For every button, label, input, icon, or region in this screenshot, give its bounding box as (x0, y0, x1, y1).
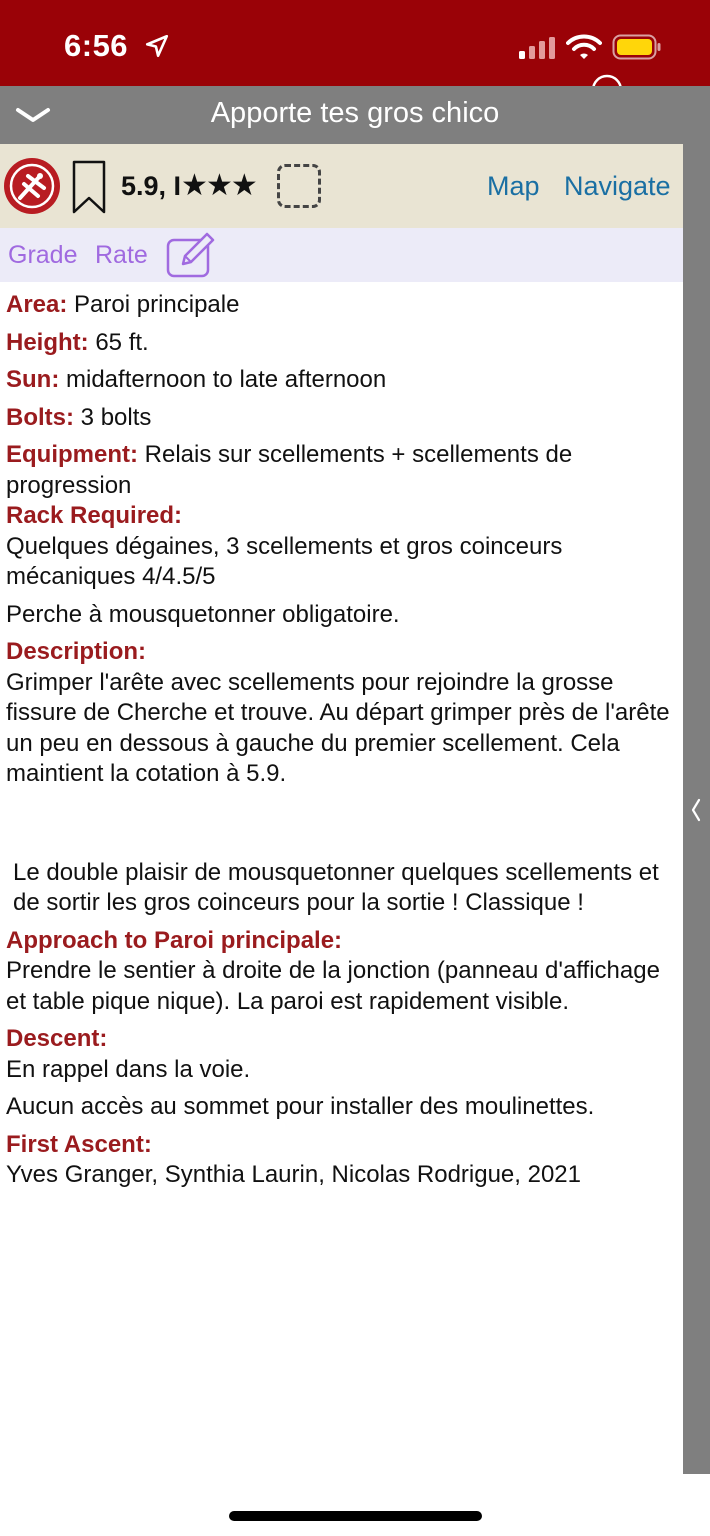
route-details (6, 290, 682, 1198)
cellular-signal-icon (519, 37, 555, 59)
rack-text: Quelques dégaines, 3 scellements et gros coinceurs mécaniques 4/4.5/5 (6, 532, 563, 590)
navigate-link[interactable]: Navigate (564, 171, 671, 201)
grade-rate-row (0, 228, 683, 282)
area-value: Paroi principale (74, 291, 240, 318)
location-arrow-icon (144, 33, 170, 59)
area-label: Area: (6, 291, 68, 318)
approach-title: Approach to Paroi principale: (6, 926, 343, 954)
bookmark-icon[interactable] (72, 160, 106, 214)
nav-bar (0, 86, 710, 144)
height-field (6, 328, 682, 359)
description-text: Grimper l'arête avec scellements pour rejoindre la grosse fissure de Cherche et trouve. Au départ grimper près de l'arête un peu en dessous à gauche du premier scellement. Cela maintient la cotation à 5.9. (6, 668, 670, 787)
area-field (6, 290, 682, 321)
height-label: Height: (6, 328, 89, 356)
edit-pencil-icon[interactable] (165, 230, 217, 280)
grade-text: 5.9, I (121, 171, 182, 201)
description-spacer (6, 797, 682, 858)
sun-value: midafternoon to late afternoon (66, 366, 387, 393)
bolts-field (6, 403, 682, 434)
map-link[interactable]: Map (487, 171, 540, 201)
first-ascent-text: Yves Granger, Synthia Laurin, Nicolas Rodrigue, 2021 (6, 1161, 582, 1188)
climbing-app-logo-icon[interactable] (4, 158, 60, 214)
sun-label: Sun: (6, 366, 60, 393)
description-title: Description: (6, 638, 147, 665)
height-value: 65 ft. (95, 328, 149, 356)
status-time: 6:56 (64, 28, 129, 63)
first-ascent-title: First Ascent: (6, 1130, 152, 1158)
sidebar-toggle-strip[interactable] (683, 144, 710, 1474)
grade-and-rating (121, 168, 256, 203)
grade-button[interactable]: Grade (8, 241, 78, 269)
bolts-label: Bolts: (6, 403, 74, 431)
rack-text-2: Perche à mousquetonner obligatoire. (6, 600, 400, 628)
route-title: Apporte tes gros chico (210, 97, 500, 129)
status-bar (0, 0, 710, 86)
approach-text: Prendre le sentier à droite de la jonction (panneau d'affichage et table pique nique). La paroi est rapidement visible. (6, 957, 660, 1015)
wifi-icon (566, 33, 602, 61)
battery-icon (612, 34, 662, 60)
bolts-value: 3 bolts (80, 403, 152, 431)
tick-checkbox[interactable] (277, 164, 321, 208)
descent-text: En rappel dans la voie. (6, 1055, 251, 1083)
rack-title: Rack Required: (6, 502, 183, 529)
description-text-2: Le double plaisir de mousquetonner quelques scellements et de sortir les gros coinceurs pour la sortie ! Classique ! (13, 858, 659, 916)
sun-field (6, 365, 682, 396)
equipment-field (6, 440, 682, 501)
star-rating: ★★★ (181, 169, 256, 202)
descent-text-2: Aucun accès au sommet pour installer des moulinettes. (6, 1093, 595, 1120)
route-header (0, 144, 683, 228)
equipment-label: Equipment: (6, 441, 138, 468)
descent-title: Descent: (6, 1025, 108, 1052)
home-indicator[interactable] (229, 1511, 482, 1521)
rate-button[interactable]: Rate (95, 241, 148, 269)
equipment-value: Relais sur scellements + scellements de progression (6, 441, 573, 499)
chevron-left-icon[interactable] (683, 796, 710, 824)
